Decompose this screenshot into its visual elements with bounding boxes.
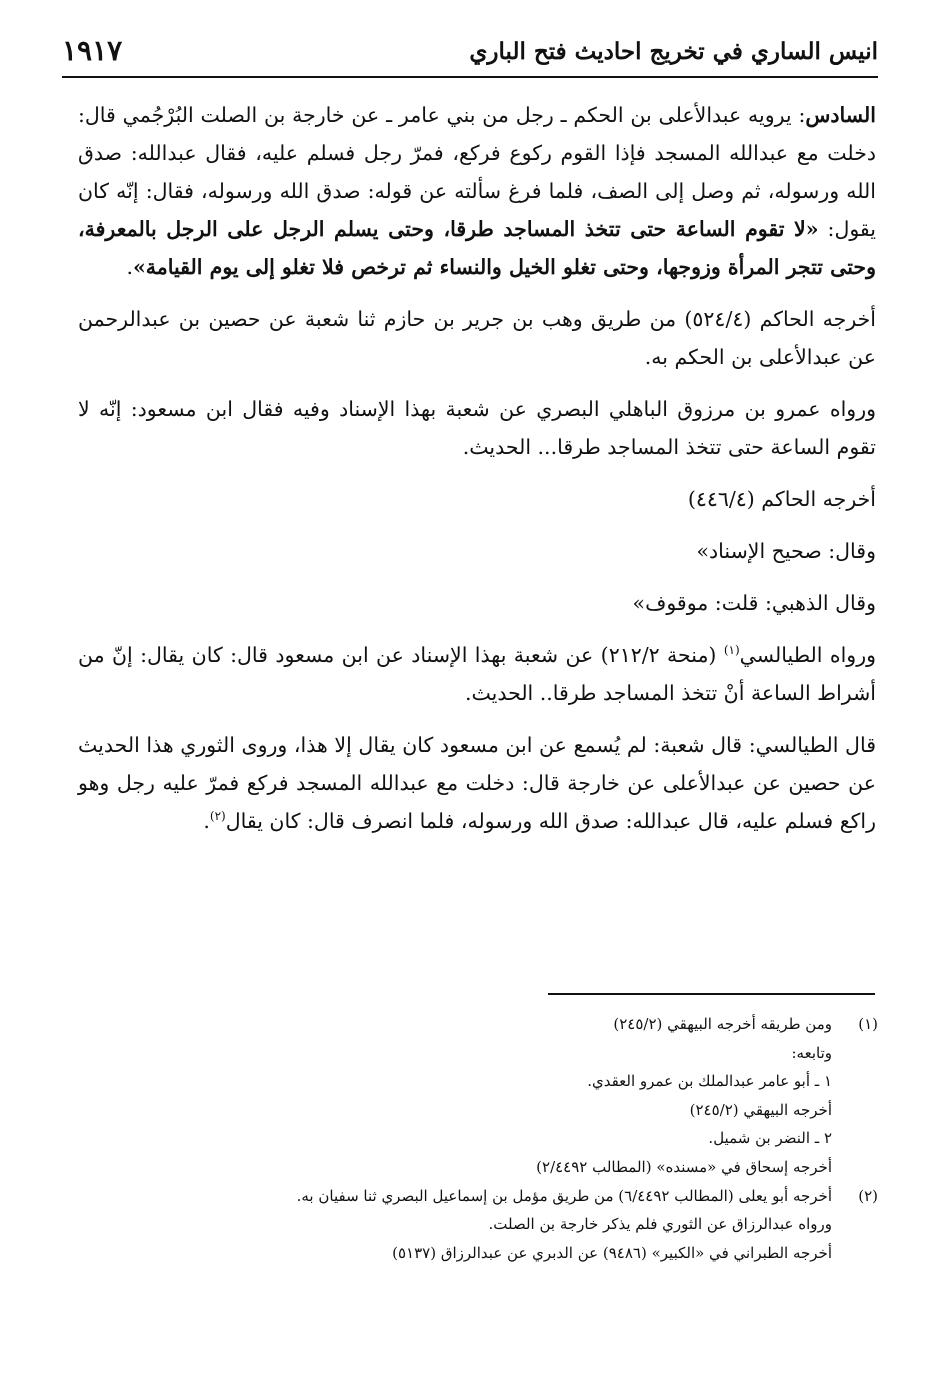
- paragraph-1-text-a: : يرويه عبدالأعلى بن الحكم ـ رجل من بني عامر ـ عن خارجة بن الصلت البُرْجُمي قال: دخلت مع عبدالله المسجد فإذا القوم ركوع فركع، فمرّ رجل فسلم عليه، فقال عبدالله: صدق الله ورسوله، ثم وصل إلى الصف، فلما فرغ سألته عن قوله: صدق الله ورسوله، فقال: إنّه كان يقول:: [78, 103, 877, 241]
- footnote-ref-1: (١): [723, 643, 740, 658]
- footnote-number: (٢): [858, 1186, 878, 1205]
- paragraph-1-text-b: .: [126, 255, 133, 279]
- hadith-quote: «لا تقوم الساعة حتى تتخذ المساجد طرقا، وحتى يسلم الرجل على الرجل بالمعرفة، وحتى تتجر المرأة وزوجها، وحتى تغلو الخيل والنساء ثم ترخص فلا تغلو إلى يوم القيامة»: [78, 217, 876, 279]
- footnote-line: أخرجه الطبراني في «الكبير» (٩٤٨٦) عن الدبري عن عبدالرزاق (٥١٣٧): [392, 1243, 832, 1262]
- footnote-line: ٢ ـ النضر بن شميل.: [708, 1129, 832, 1148]
- page-header: [62, 34, 878, 78]
- main-text: [78, 96, 876, 854]
- paragraph-4: أخرجه الحاكم (٤٤٦/٤): [687, 487, 876, 511]
- footnote-line: ورواه عبدالرزاق عن الثوري فلم يذكر خارجة بن الصلت.: [488, 1215, 832, 1234]
- footnotes: [190, 1010, 878, 1267]
- footnote-line: أخرجه أبو يعلى (المطالب ٦/٤٤٩٢) من طريق مؤمل بن إسماعيل البصري ثنا سفيان به.: [296, 1186, 832, 1205]
- paragraph-7-text-a: ورواه الطيالسي: [739, 643, 876, 667]
- paragraph-8: [78, 726, 876, 840]
- footnote-divider: [548, 993, 875, 995]
- paragraph-1: [78, 96, 876, 286]
- paragraph-6: وقال الذهبي: قلت: موقوف»: [632, 591, 876, 615]
- footnote-line: ١ ـ أبو عامر عبدالملك بن عمرو العقدي.: [587, 1072, 832, 1091]
- footnote-1: [190, 1010, 878, 1182]
- section-label: السادس: [805, 103, 876, 127]
- paragraph-8-text-a: قال الطيالسي: قال شعبة: لم يُسمع عن ابن مسعود كان يقال إلا هذا، وروى الثوري هذا الحديث عن حصين عن عبدالأعلى عن خارجة قال: دخلت مع عبدالله المسجد فركع فمرّ عليه رجل وهو راكع فسلم عليه، قال عبدالله: صدق الله ورسوله، فلما انصرف قال: كان يقال: [78, 733, 876, 833]
- page-number: ١٩١٧: [62, 34, 123, 67]
- paragraph-2: أخرجه الحاكم (٥٢٤/٤) من طريق وهب بن جرير بن حازم ثنا شعبة عن حصين بن عبدالرحمن عن عبدالأعلى بن الحكم به.: [78, 307, 876, 369]
- footnote-number: (١): [858, 1015, 878, 1033]
- footnote-line: ومن طريقه أخرجه البيهقي (٢٤٥/٢): [613, 1015, 832, 1033]
- paragraph-7-text-b: (منحة ٢١٢/٢) عن شعبة بهذا الإسناد عن ابن مسعود قال: كان يقال: إنّ من أشراط الساعة أنْ تتخذ المساجد طرقا.. الحديث.: [78, 643, 876, 705]
- footnote-line: أخرجه البيهقي (٢٤٥/٢): [689, 1100, 832, 1119]
- footnote-ref-2: (٢): [209, 809, 226, 824]
- paragraph-5: وقال: صحيح الإسناد»: [696, 539, 876, 563]
- running-title: انيس الساري في تخريج احاديث فتح الباري: [469, 38, 878, 65]
- paragraph-3: ورواه عمرو بن مرزوق الباهلي البصري عن شعبة بهذا الإسناد وفيه فقال ابن مسعود: إنّه لا تقوم الساعة حتى تتخذ المساجد طرقا... الحديث.: [78, 397, 876, 459]
- footnote-line: وتابعه:: [791, 1043, 832, 1062]
- paragraph-8-text-b: .: [203, 809, 210, 833]
- footnote-2: [190, 1182, 878, 1268]
- footnote-line: أخرجه إسحاق في «مسنده» (المطالب ٢/٤٤٩٢): [536, 1157, 832, 1176]
- paragraph-7: [78, 636, 876, 712]
